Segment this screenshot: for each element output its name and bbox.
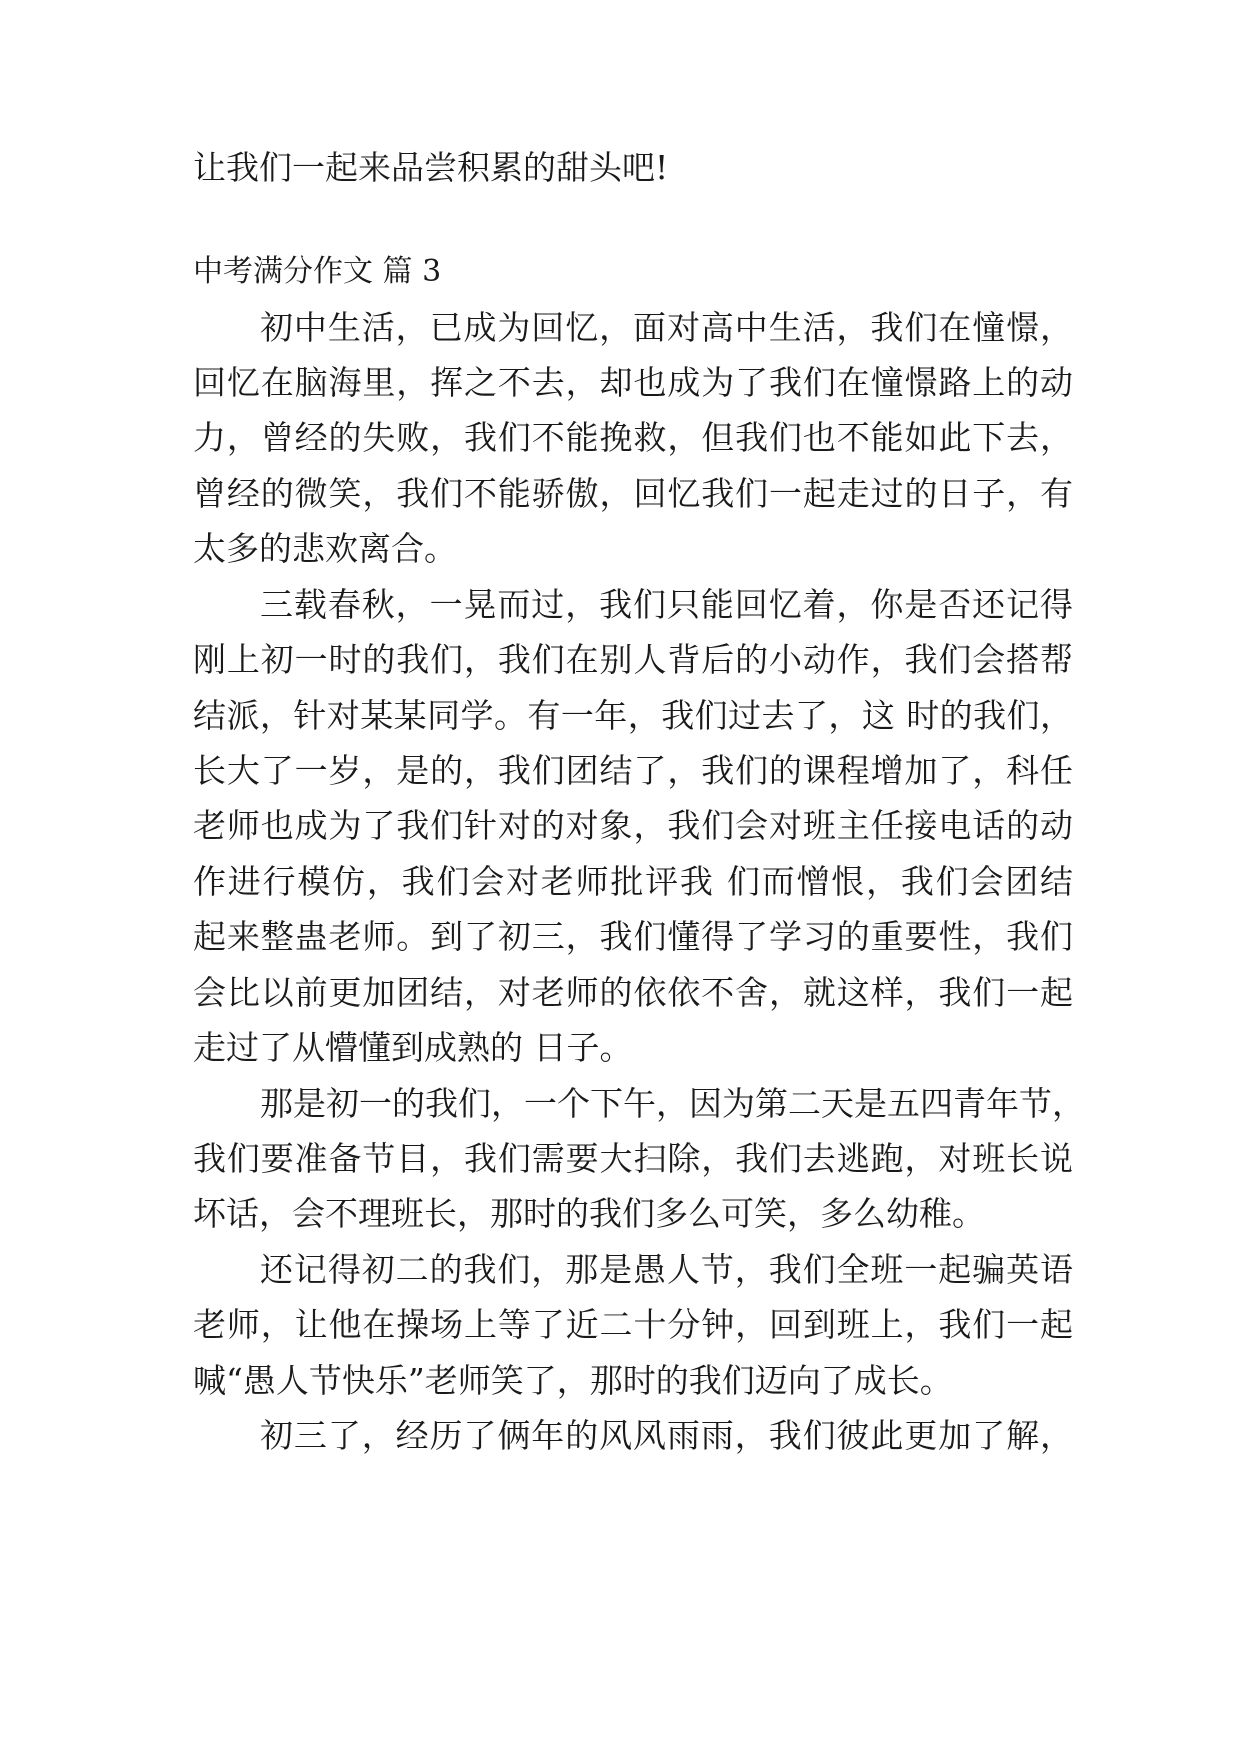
paragraph-line: 喊“愚人节快乐”老师笑了，那时的我们迈向了成长。 [193,1361,953,1400]
paragraph-line: 我们要准备节目，我们需要大扫除，我们去逃跑，对班长说 [193,1139,1073,1178]
paragraph-line: 回忆在脑海里，挥之不去，却也成为了我们在憧憬路上的动 [193,363,1073,402]
paragraph-line: 结派，针对某某同学。有一年，我们过去了，这 时的我们， [193,696,1073,735]
paragraph-line: 力，曾经的失败，我们不能挽救，但我们也不能如此下去， [193,418,1073,457]
paragraph-line: 坏话，会不理班长，那时的我们多么可笑，多么幼稚。 [193,1194,985,1233]
paragraph-line: 刚上初一时的我们，我们在别人背后的小动作，我们会搭帮 [193,640,1073,679]
paragraph-line: 三载春秋，一晃而过，我们只能回忆着，你是否还记得 [260,585,1073,624]
paragraph-line: 初中生活，已成为回忆，面对高中生活，我们在憧憬， [260,308,1073,347]
intro-line: 让我们一起来品尝积累的甜头吧! [193,148,669,187]
paragraph-line: 那是初一的我们，一个下午，因为第二天是五四青年节， [260,1084,1085,1123]
paragraph-line: 还记得初二的我们，那是愚人节，我们全班一起骗英语 [260,1250,1073,1289]
paragraph-line: 曾经的微笑，我们不能骄傲，回忆我们一起走过的日子，有 [193,474,1073,513]
paragraph-line: 太多的悲欢离合。 [193,529,457,568]
paragraph-line: 起来整蛊老师。到了初三，我们懂得了学习的重要性，我们 [193,917,1073,956]
paragraph-line: 作进行模仿，我们会对老师批评我 们而憎恨，我们会团结 [193,862,1073,901]
paragraph-line: 会比以前更加团结，对老师的依依不舍，就这样，我们一起 [193,973,1073,1012]
paragraph-line: 老师也成为了我们针对的对象，我们会对班主任接电话的动 [193,806,1073,845]
paragraph-line: 长大了一岁，是的，我们团结了，我们的课程增加了，科任 [193,751,1073,790]
paragraph-line: 初三了，经历了俩年的风风雨雨，我们彼此更加了解， [260,1416,1073,1455]
section-heading: 中考满分作文 篇 3 [193,254,442,289]
paragraph-line: 老师，让他在操场上等了近二十分钟，回到班上，我们一起 [193,1305,1073,1344]
paragraph-line: 走过了从懵懂到成熟的 日子。 [193,1028,633,1067]
